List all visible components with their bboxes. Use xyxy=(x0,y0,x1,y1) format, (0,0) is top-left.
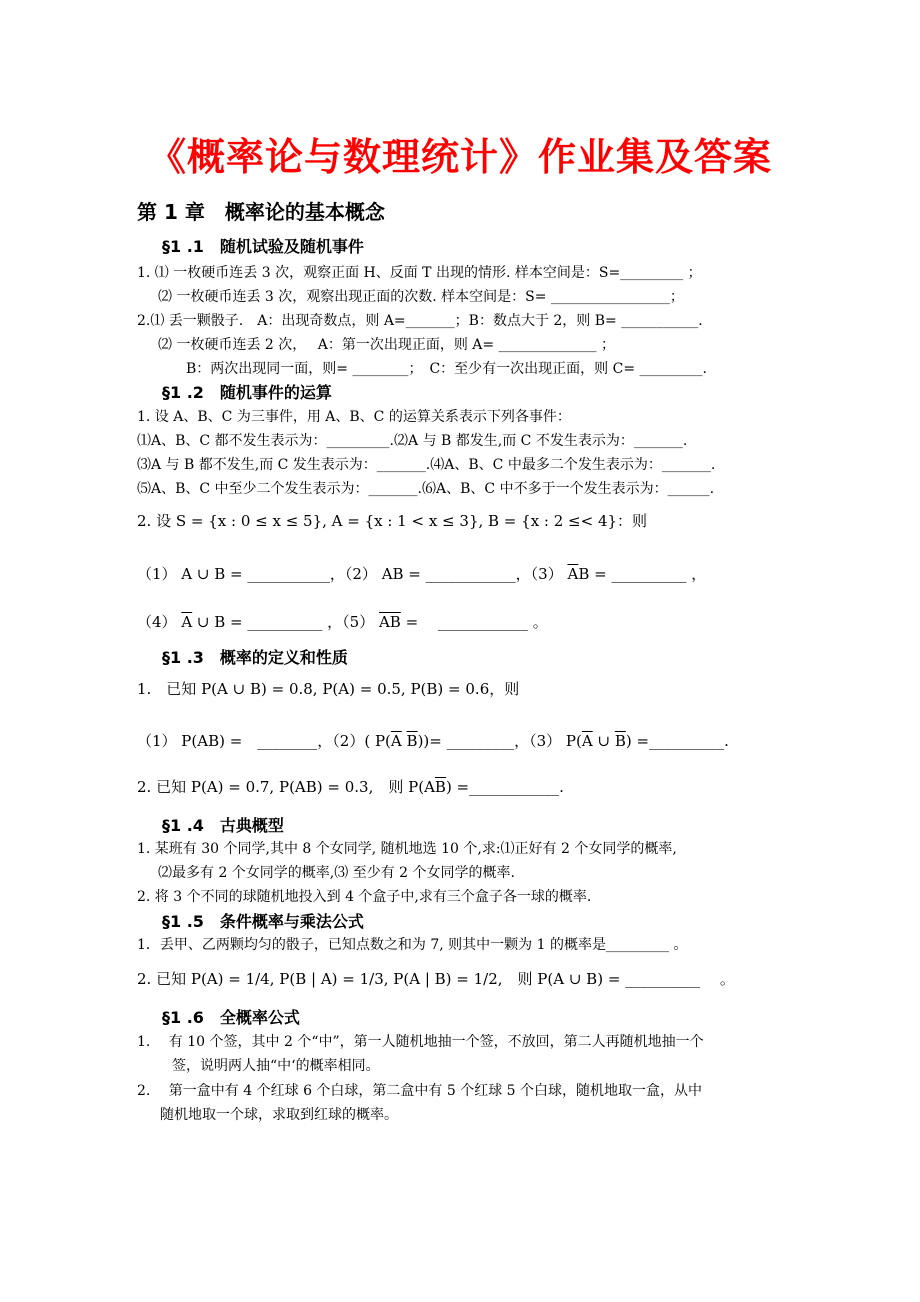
math-overline: $\overline{B}$ xyxy=(406,732,418,750)
math-part: B = __________ ， xyxy=(578,565,707,583)
math-line xyxy=(137,563,706,584)
text-line: ⑵ 一枚硬币连丢 3 次，观察出现正面的次数. 样本空间是：S= _________________； xyxy=(158,289,684,305)
text-line: 1．丢甲、乙两颗均匀的骰子，已知点数之和为 7, 则其中一颗为 1 的概率是_________ 。 xyxy=(137,937,688,953)
math-overline: $\overline{A}$ xyxy=(181,613,193,631)
math-line xyxy=(137,611,548,632)
text-line: ⑵ 一枚硬币连丢 2 次， A：第一次出现正面，则 A= ______________ ； xyxy=(158,337,616,353)
math-overline: $\overline{A}$ xyxy=(567,565,579,583)
math-part: ) =__________. xyxy=(625,732,729,750)
text-line: 1. 有 10 个签，其中 2 个“中”，第一人随机地抽一个签，不放回，第二人再随机地抽一个 xyxy=(137,1034,704,1050)
text-line: 2. 第一盒中有 4 个红球 6 个白球，第二盒中有 5 个红球 5 个白球，随机地取一盒，从中 xyxy=(137,1083,703,1099)
text-line: 2.⑴ 丢一颗骰子. A：出现奇数点，则 A=_______；B：数点大于 2，则 B= ___________. xyxy=(137,313,703,329)
section-heading-1-4: §1 .4 古典概型 xyxy=(162,816,284,835)
math-line: 2. 设 S = {x : 0 ≤ x ≤ 5}, A = {x : 1 < x ≤ 3}, B = {x : 2 ≤< 4}：则 xyxy=(137,512,648,530)
math-part: 2. 已知 P(A) = 0.7, P(AB) = 0.3, 则 P(A xyxy=(137,778,435,796)
section-heading-1-2: §1 .2 随机事件的运算 xyxy=(162,383,332,402)
math-line: 2. 已知 P(A) = 1/4, P(B | A) = 1/3, P(A | B) = 1/2, 则 P(A ∪ B) = __________ 。 xyxy=(137,970,735,988)
math-part: ) =____________. xyxy=(445,778,564,796)
math-overline: $\overline{AB}$ xyxy=(378,613,401,631)
section-heading-1-1: §1 .1 随机试验及随机事件 xyxy=(162,237,364,256)
text-line: 签，说明两人抽“中‘的概率相同。 xyxy=(172,1058,380,1074)
math-overline: $\overline{A}$ xyxy=(581,732,593,750)
math-part: ∪ xyxy=(592,732,615,750)
math-part: （4） xyxy=(137,613,182,631)
math-line: 1. 已知 P(A ∪ B) = 0.8, P(A) = 0.5, P(B) = 0.6，则 xyxy=(137,680,520,698)
math-part: = ____________ 。 xyxy=(400,613,548,631)
text-line: 1. 某班有 30 个同学,其中 8 个女同学, 随机地选 10 个,求:⑴正好有 2 个女同学的概率, xyxy=(137,841,677,857)
text-line: ⑶A 与 B 都不发生,而 C 发生表示为：_______.⑷A、B、C 中最多二个发生表示为：_______. xyxy=(137,457,716,473)
math-line xyxy=(137,776,564,797)
chapter-heading: 第 1 章 概率论的基本概念 xyxy=(137,200,385,224)
section-heading-1-3: §1 .3 概率的定义和性质 xyxy=(162,648,348,667)
math-overline: $\overline{B}$ xyxy=(434,778,446,796)
math-part: ∪ B = __________ ，（5） xyxy=(192,613,379,631)
text-line: ⑴A、B、C 都不发生表示为：_________.⑵A 与 B 都发生,而 C 不发生表示为：_______. xyxy=(137,433,688,449)
math-overline: $\overline{B}$ xyxy=(614,732,626,750)
section-heading-1-6: §1 .6 全概率公式 xyxy=(162,1008,300,1027)
math-part: （1） A ∪ B = ___________，（2） AB = ____________，（3） xyxy=(137,565,568,583)
text-line: 2. 将 3 个不同的球随机地投入到 4 个盒子中,求有三个盒子各一球的概率. xyxy=(137,889,592,905)
math-overline: $\overline{A}$ xyxy=(390,732,402,750)
text-line: 随机地取一个球，求取到红球的概率。 xyxy=(160,1107,398,1123)
text-line: ⑵最多有 2 个女同学的概率,⑶ 至少有 2 个女同学的概率. xyxy=(158,865,515,881)
math-line xyxy=(137,730,729,751)
document-title: 《概率论与数理统计》作业集及答案 xyxy=(147,135,772,179)
section-heading-1-5: §1 .5 条件概率与乘法公式 xyxy=(162,912,364,931)
text-line: ⑸A、B、C 中至少二个发生表示为：_______.⑹A、B、C 中不多于一个发生表示为：______. xyxy=(137,481,715,497)
text-line: B：两次出现同一面，则= ________； C：至少有一次出现正面，则 C= _________. xyxy=(186,361,707,377)
text-line: 1. 设 A、B、C 为三事件，用 A、B、C 的运算关系表示下列各事件： xyxy=(137,409,571,425)
math-part: （1） P(AB) = ________，（2）( P( xyxy=(137,732,391,750)
text-line: 1. ⑴ 一枚硬币连丢 3 次，观察正面 H、反面 T 出现的情形. 样本空间是：S=_________ ； xyxy=(137,265,702,281)
math-part: ))= _________，（3） P( xyxy=(417,732,582,750)
